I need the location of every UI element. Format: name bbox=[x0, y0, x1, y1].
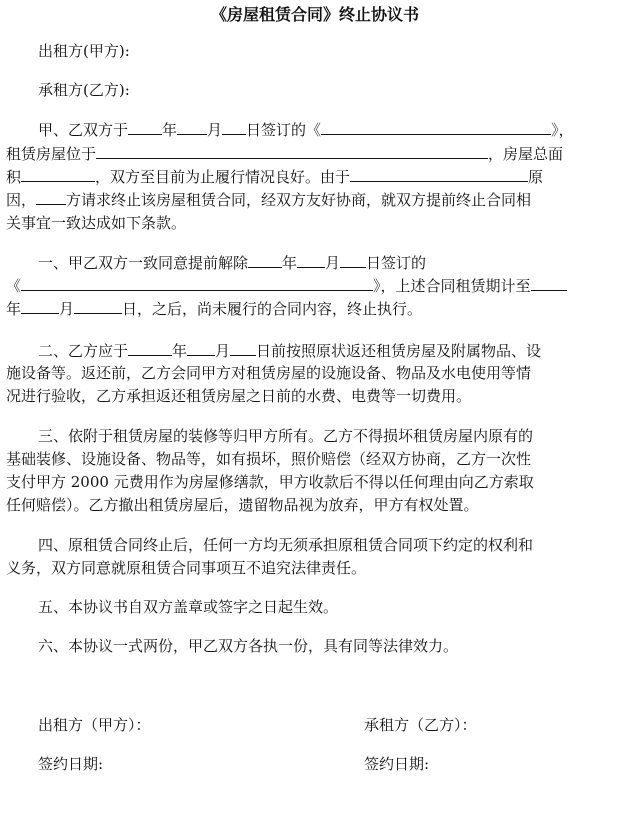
clause-text: 日签订的 bbox=[366, 254, 427, 272]
intro-text: 租赁房屋位于 bbox=[6, 145, 97, 163]
clause-text: 二、乙方应于 bbox=[38, 342, 129, 360]
intro-text: 因， bbox=[6, 191, 37, 209]
clause2-line-1 bbox=[38, 340, 541, 362]
signature-party-b: 承租方（乙方）： bbox=[364, 716, 477, 734]
blank-day[interactable] bbox=[340, 253, 366, 268]
intro-text: 积 bbox=[6, 168, 22, 186]
clause-text: 年 bbox=[172, 342, 188, 360]
clause-text: 月 bbox=[59, 300, 75, 318]
clause-text: 日，之后，尚未履行的合同内容，终止执行。 bbox=[122, 300, 423, 318]
party-a-label: 出租方(甲方): bbox=[38, 42, 130, 60]
intro-line-5: 关事宜一致达成如下条款。 bbox=[6, 214, 187, 232]
blank-month[interactable] bbox=[297, 253, 325, 268]
sign-date-a: 签约日期: bbox=[38, 755, 104, 773]
intro-text: 原 bbox=[528, 168, 544, 186]
clause4-line-2: 义务，双方同意就原租赁合同事项互不追究法律责任。 bbox=[6, 559, 367, 577]
clause-text: 年 bbox=[6, 300, 22, 318]
blank-day[interactable] bbox=[222, 120, 246, 135]
clause4-line-1: 四、原租赁合同终止后，任何一方均无须承担原租赁合同项下约定的权利和 bbox=[38, 536, 534, 554]
clause3-line-1: 三、依附于租赁房屋的装修等归甲方所有。乙方不得损坏租赁房屋内原有的 bbox=[38, 427, 534, 445]
blank-year[interactable] bbox=[128, 341, 172, 356]
blank-year[interactable] bbox=[531, 276, 567, 291]
intro-text: 方请求终止该房屋租赁合同，经双方友好协商，就双方提前终止合同相 bbox=[66, 191, 532, 209]
clause6: 六、本协议一式两份，甲乙双方各执一份，具有同等法律效力。 bbox=[38, 637, 459, 655]
intro-text: ，房屋总面 bbox=[488, 145, 564, 163]
clause2-line-2: 施设备等。返还前，乙方会同甲方对租赁房屋的设施设备、物品及水电使用等情 bbox=[6, 364, 532, 382]
clause-text: 月 bbox=[325, 254, 341, 272]
signature-party-a: 出租方（甲方）： bbox=[38, 716, 151, 734]
blank-month[interactable] bbox=[187, 341, 215, 356]
clause-text: 》，上述合同租赁期计至 bbox=[373, 277, 531, 295]
blank-party[interactable] bbox=[36, 190, 66, 205]
clause-text: 月 bbox=[215, 342, 231, 360]
clause-text: 《 bbox=[6, 277, 22, 295]
sign-date-b: 签约日期: bbox=[364, 755, 430, 773]
blank-contract-name[interactable] bbox=[321, 120, 551, 135]
clause1-line-1 bbox=[38, 252, 426, 274]
clause-text: 一、甲乙双方一致同意提前解除 bbox=[38, 254, 249, 272]
intro-text: 年 bbox=[162, 121, 178, 139]
blank-area[interactable] bbox=[21, 167, 95, 182]
intro-text: 》， bbox=[551, 121, 574, 139]
intro-line-2 bbox=[6, 143, 563, 165]
clause1-line-3 bbox=[6, 298, 422, 320]
document-title: 《房屋租赁合同》终止协议书 bbox=[210, 5, 419, 24]
blank-location[interactable] bbox=[96, 144, 488, 159]
blank-contract-name[interactable] bbox=[21, 276, 373, 291]
intro-line-1 bbox=[38, 119, 574, 141]
clause3-line-2: 基础装修、设施设备、物品等，如有损坏，照价赔偿（经双方协商，乙方一次性 bbox=[6, 450, 532, 468]
intro-text: ，双方至目前为止履行情况良好。由于 bbox=[95, 168, 351, 186]
clause3-line-4: 任何赔偿）。乙方撤出租赁房屋后，遗留物品视为放弃，甲方有权处置。 bbox=[6, 496, 479, 514]
clause5: 五、本协议书自双方盖章或签字之日起生效。 bbox=[38, 598, 339, 616]
clause1-line-2 bbox=[6, 275, 567, 297]
blank-reason[interactable] bbox=[350, 167, 528, 182]
intro-line-3 bbox=[6, 166, 543, 188]
blank-month[interactable] bbox=[21, 299, 59, 314]
clause-text: 年 bbox=[282, 254, 298, 272]
blank-year[interactable] bbox=[128, 120, 162, 135]
clause3-line-3: 支付甲方 2000 元费用作为房屋修缮款，甲方收款后不得以任何理由向乙方索取 bbox=[6, 473, 534, 491]
intro-text: 甲、乙双方于 bbox=[38, 121, 129, 139]
intro-line-4 bbox=[6, 189, 531, 211]
party-b-label: 承租方(乙方): bbox=[38, 81, 130, 99]
blank-month[interactable] bbox=[177, 120, 207, 135]
blank-day[interactable] bbox=[74, 299, 122, 314]
intro-text: 月 bbox=[207, 121, 223, 139]
intro-text: 日签订的《 bbox=[246, 121, 322, 139]
clause-text: 日前按照原状返还租赁房屋及附属物品、设 bbox=[256, 342, 542, 360]
blank-year[interactable] bbox=[248, 253, 282, 268]
clause2-line-3: 况进行验收，乙方承担返还租赁房屋之日前的水费、电费等一切费用。 bbox=[6, 387, 472, 405]
blank-day[interactable] bbox=[230, 341, 256, 356]
